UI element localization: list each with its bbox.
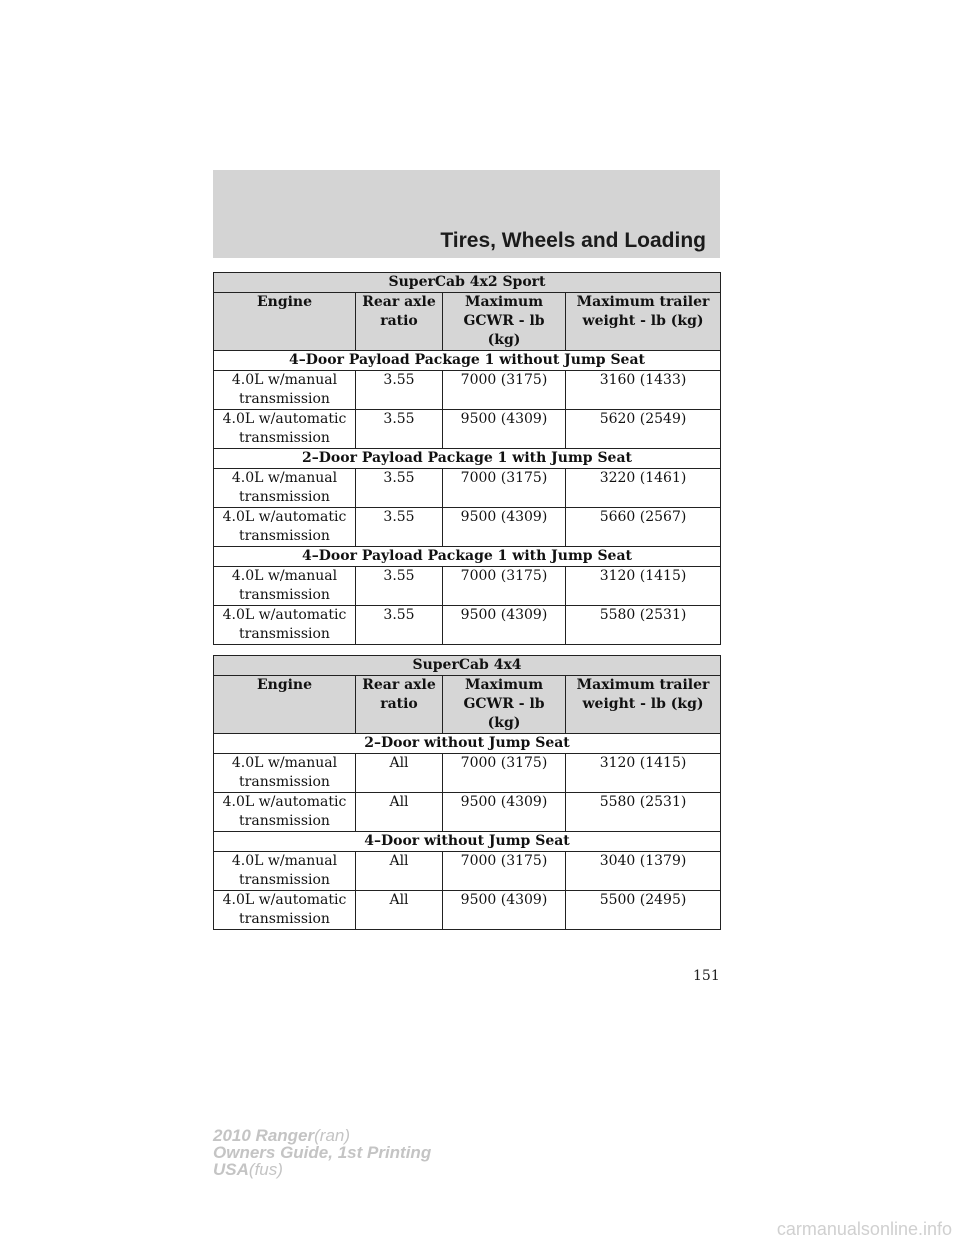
engine-cell: 4.0L w/manual transmission (214, 567, 356, 606)
table-row (214, 606, 721, 645)
column-header: Rear axle ratio (356, 676, 443, 734)
print-footer (213, 1127, 431, 1178)
column-header: Maximum trailer weight - lb (kg) (566, 293, 721, 351)
section-title: 4–Door without Jump Seat (214, 832, 721, 852)
section-row (214, 449, 721, 469)
table-row (214, 469, 721, 508)
table-row (214, 852, 721, 891)
gcwr-cell: 7000 (3175) (443, 371, 566, 410)
gcwr-cell: 7000 (3175) (443, 852, 566, 891)
column-header: Rear axle ratio (356, 293, 443, 351)
axle-ratio-cell: 3.55 (356, 410, 443, 449)
axle-ratio-cell: 3.55 (356, 371, 443, 410)
axle-ratio-cell: 3.55 (356, 508, 443, 547)
footer-market: USA (213, 1160, 249, 1179)
engine-cell: 4.0L w/automatic transmission (214, 606, 356, 645)
trailer-weight-cell: 5580 (2531) (566, 793, 721, 832)
axle-ratio-cell: All (356, 793, 443, 832)
page-number: 151 (693, 968, 720, 984)
table-row (214, 793, 721, 832)
column-header: Maximum GCWR - lb (kg) (443, 293, 566, 351)
table-row (214, 371, 721, 410)
engine-cell: 4.0L w/automatic transmission (214, 891, 356, 930)
table-row (214, 891, 721, 930)
gcwr-cell: 9500 (4309) (443, 891, 566, 930)
table-title: SuperCab 4x2 Sport (214, 273, 721, 293)
table-title: SuperCab 4x4 (214, 656, 721, 676)
gcwr-cell: 7000 (3175) (443, 754, 566, 793)
table-title-row (214, 656, 721, 676)
gcwr-cell: 9500 (4309) (443, 793, 566, 832)
trailer-weight-cell: 5660 (2567) (566, 508, 721, 547)
gcwr-cell: 7000 (3175) (443, 469, 566, 508)
footer-model: 2010 Ranger (213, 1126, 315, 1145)
table-row (214, 567, 721, 606)
column-header-row (214, 676, 721, 734)
spec-table-supercab-4x4 (213, 655, 721, 930)
engine-cell: 4.0L w/manual transmission (214, 371, 356, 410)
section-title: 2–Door without Jump Seat (214, 734, 721, 754)
table-row (214, 508, 721, 547)
axle-ratio-cell: All (356, 754, 443, 793)
section-row (214, 547, 721, 567)
gcwr-cell: 7000 (3175) (443, 567, 566, 606)
section-title: 2–Door Payload Package 1 with Jump Seat (214, 449, 721, 469)
axle-ratio-cell: 3.55 (356, 567, 443, 606)
table-title-row (214, 273, 721, 293)
engine-cell: 4.0L w/automatic transmission (214, 508, 356, 547)
footer-model-code: (ran) (314, 1126, 351, 1145)
engine-cell: 4.0L w/automatic transmission (214, 793, 356, 832)
trailer-weight-cell: 3120 (1415) (566, 754, 721, 793)
column-header: Engine (214, 293, 356, 351)
column-header: Maximum trailer weight - lb (kg) (566, 676, 721, 734)
axle-ratio-cell: All (356, 891, 443, 930)
section-row (214, 832, 721, 852)
watermark: carmanualsonline.info (776, 1219, 952, 1239)
spec-table-supercab-4x2-sport (213, 272, 721, 645)
trailer-weight-cell: 3220 (1461) (566, 469, 721, 508)
table-row (214, 410, 721, 449)
section-title: 4–Door Payload Package 1 without Jump Seat (214, 351, 721, 371)
trailer-weight-cell: 3040 (1379) (566, 852, 721, 891)
section-header-band (213, 170, 720, 258)
axle-ratio-cell: 3.55 (356, 469, 443, 508)
section-row (214, 734, 721, 754)
engine-cell: 4.0L w/manual transmission (214, 852, 356, 891)
trailer-weight-cell: 5620 (2549) (566, 410, 721, 449)
column-header-row (214, 293, 721, 351)
engine-cell: 4.0L w/manual transmission (214, 469, 356, 508)
engine-cell: 4.0L w/automatic transmission (214, 410, 356, 449)
table-row (214, 754, 721, 793)
gcwr-cell: 9500 (4309) (443, 606, 566, 645)
trailer-weight-cell: 3160 (1433) (566, 371, 721, 410)
engine-cell: 4.0L w/manual transmission (214, 754, 356, 793)
section-title: Tires, Wheels and Loading (440, 229, 706, 252)
axle-ratio-cell: All (356, 852, 443, 891)
column-header: Maximum GCWR - lb (kg) (443, 676, 566, 734)
gcwr-cell: 9500 (4309) (443, 508, 566, 547)
footer-market-code: (fus) (248, 1160, 283, 1179)
trailer-weight-cell: 3120 (1415) (566, 567, 721, 606)
section-title: 4–Door Payload Package 1 with Jump Seat (214, 547, 721, 567)
trailer-weight-cell: 5500 (2495) (566, 891, 721, 930)
section-row (214, 351, 721, 371)
axle-ratio-cell: 3.55 (356, 606, 443, 645)
gcwr-cell: 9500 (4309) (443, 410, 566, 449)
column-header: Engine (214, 676, 356, 734)
footer-printing: Owners Guide, 1st Printing (213, 1143, 432, 1162)
trailer-weight-cell: 5580 (2531) (566, 606, 721, 645)
